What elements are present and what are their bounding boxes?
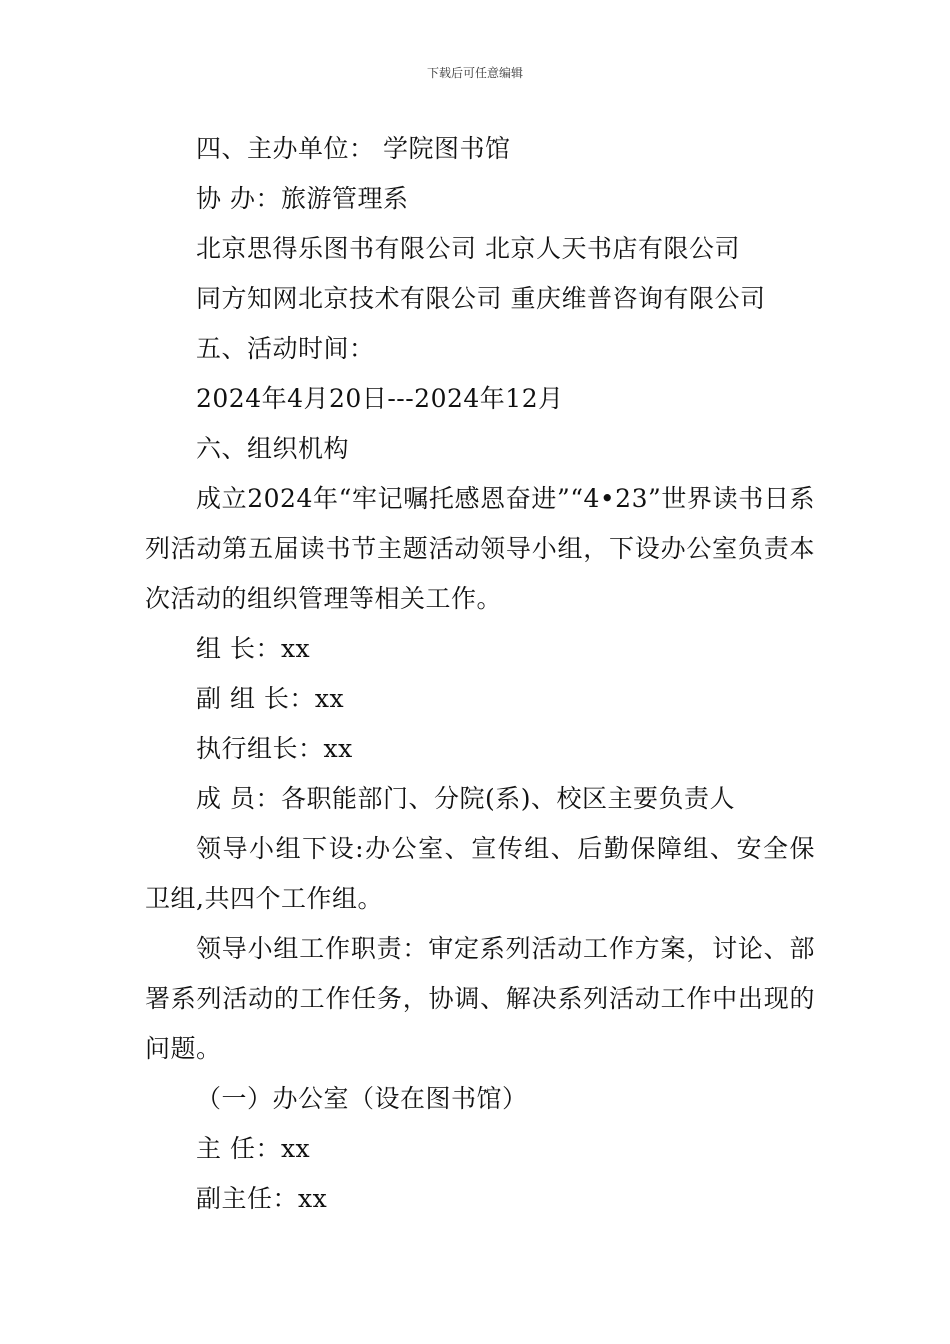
time-value: 2024年4月20日---2024年12月	[196, 384, 564, 413]
members-line: 成 员：各职能部门、分院(系)、校区主要负责人	[196, 784, 735, 813]
exec-leader-line: 执行组长：xx	[196, 734, 353, 763]
duties-paragraph: 领导小组工作职责：审定系列活动工作方案，讨论、部署系列活动的工作任务，协调、解决系列活动工作中出现的问题。	[145, 934, 815, 1063]
co-host-line: 协 办：旅游管理系	[196, 184, 409, 213]
office-heading: （一）办公室（设在图书馆）	[196, 1084, 528, 1113]
leader-line: 组 长：xx	[196, 634, 311, 663]
director-line: 主 任：xx	[196, 1134, 311, 1163]
document-body	[145, 124, 815, 1224]
org-paragraph: 成立2024年“牢记嘱托感恩奋进”“4•23”世界读书日系列活动第五届读书节主题活动领导小组，下设办公室负责本次活动的组织管理等相关工作。	[145, 484, 815, 613]
co-host-line-3: 同方知网北京技术有限公司 重庆维普咨询有限公司	[196, 284, 766, 313]
deputy-director-line: 副主任：xx	[196, 1184, 328, 1213]
header-note: 下载后可任意编辑	[426, 66, 523, 80]
host-line: 四、主办单位： 学院图书馆	[196, 134, 511, 163]
groups-paragraph: 领导小组下设:办公室、宣传组、后勤保障组、安全保卫组,共四个工作组。	[145, 834, 815, 913]
org-heading: 六、组织机构	[196, 434, 350, 463]
deputy-leader-line: 副 组 长：xx	[196, 684, 345, 713]
co-host-line-2: 北京思得乐图书有限公司 北京人天书店有限公司	[196, 234, 740, 263]
time-heading: 五、活动时间：	[196, 334, 375, 363]
